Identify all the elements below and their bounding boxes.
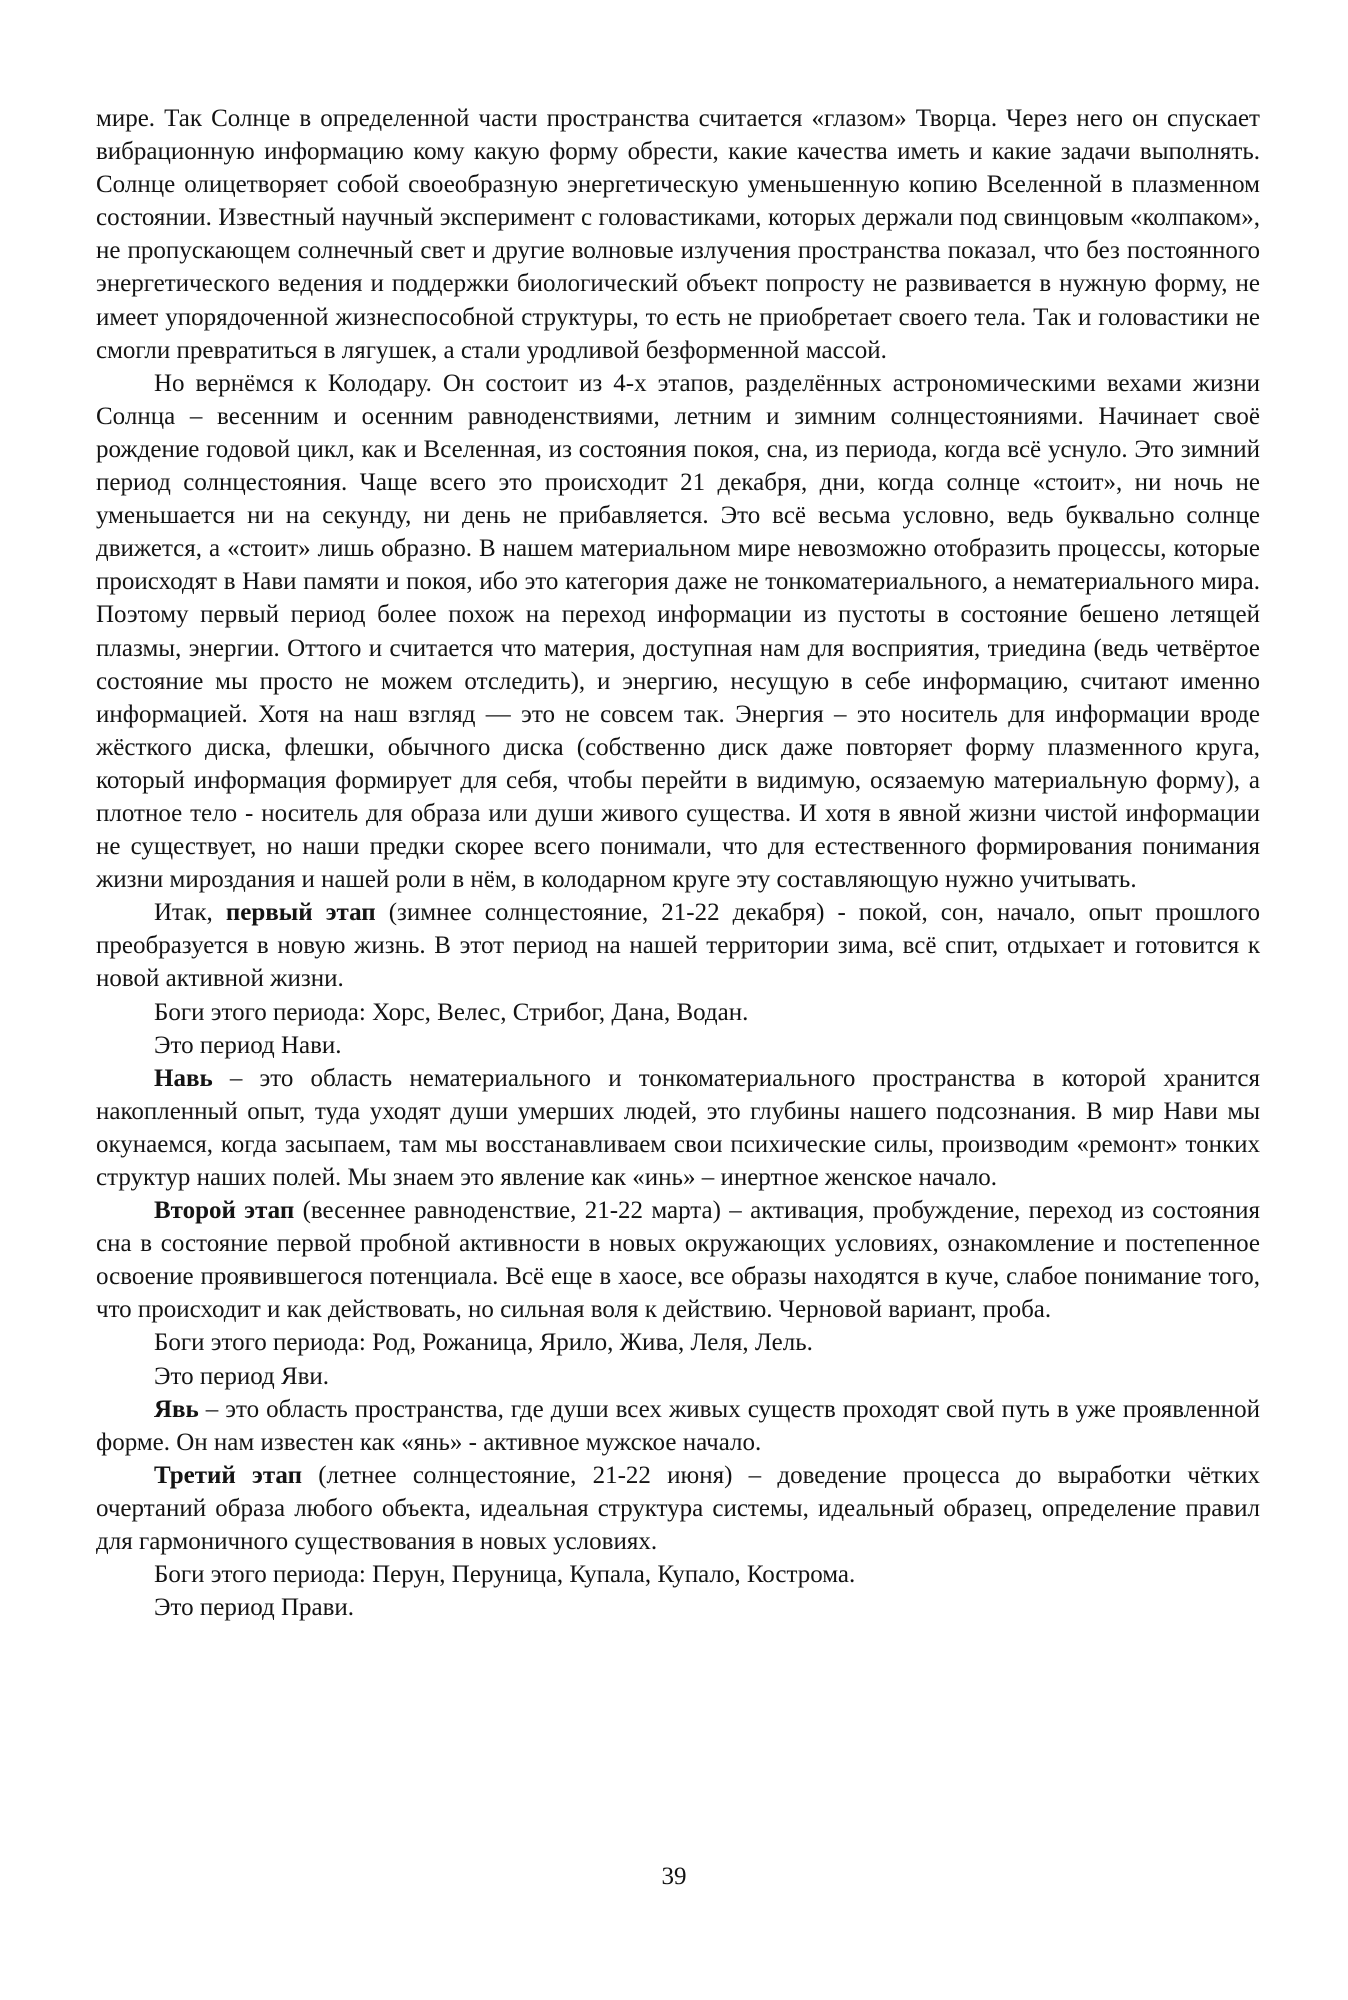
paragraph-11: [96, 1459, 1260, 1558]
paragraph-text: Это период Яви.: [154, 1362, 330, 1390]
paragraph-9: [96, 1360, 1260, 1393]
paragraph-text: Боги этого периода: Хорс, Велес, Стрибог, Дана, Водан.: [154, 998, 749, 1026]
paragraph-text: Боги этого периода: Перун, Перуница, Купала, Купало, Кострома.: [154, 1561, 856, 1589]
paragraph-text: – это область нематериального и тонкоматериального пространства в которой хранится накопленный опыт, туда уходят души умерших людей, это глубины нашего подсознания. В мир Нави мы окунаемся, когда засыпаем, там мы восстанавливаем свои психические силы, производим «ремонт» тонких структур наших полей. Мы знаем это явление как «инь» – инертное женское начало.: [96, 1064, 1260, 1191]
paragraph-4: [96, 996, 1260, 1029]
paragraph-6: [96, 1062, 1260, 1194]
paragraph-5: [96, 1029, 1260, 1062]
paragraph-text: (весеннее равноденствие, 21-22 марта) – активация, пробуждение, переход из состояния сна в состояние первой пробной активности в новых окружающих условиях, ознакомление и постепенное освоение проявившегося потенциала. Всё еще в хаосе, все образы находятся в куче, слабое понимание того, что происходит и как действовать, но сильная воля к действию. Черновой вариант, проба.: [96, 1197, 1260, 1324]
paragraph-13: [96, 1591, 1260, 1624]
paragraph-10: [96, 1393, 1260, 1459]
paragraph-3: [96, 896, 1260, 995]
paragraph-text: Это период Нави.: [154, 1031, 342, 1059]
paragraph-1: [96, 102, 1260, 367]
paragraph-text: (летнее солнцестояние, 21-22 июня) – доведение процесса до выработки чётких очертаний образа любого объекта, идеальная структура системы, идеальный образец, определение правил для гармоничного существования в новых условиях.: [96, 1461, 1260, 1556]
paragraph-text: (зимнее солнцестояние, 21-22 декабря) - покой, сон, начало, опыт прошлого преобразуется в новую жизнь. В этот период на нашей территории зима, всё спит, отдыхает и готовится к новой активной жизни.: [96, 899, 1261, 993]
paragraph-bold-term: Явь: [154, 1395, 199, 1423]
paragraph-bold-term: первый этап: [225, 899, 376, 927]
paragraph-2: [96, 367, 1260, 897]
body-text: [96, 102, 1260, 1624]
paragraph-bold-term: Третий этап: [154, 1461, 302, 1489]
paragraph-bold-term: Второй этап: [154, 1197, 295, 1225]
paragraph-12: [96, 1558, 1260, 1591]
paragraph-7: [96, 1194, 1260, 1326]
paragraph-text: – это область пространства, где души всех живых существ проходят свой путь в уже проявленной форме. Он нам известен как «янь» - активное мужское начало.: [96, 1395, 1260, 1456]
paragraph-text: Это период Прави.: [154, 1594, 355, 1622]
paragraph-text: мире. Так Солнце в определенной части пространства считается «глазом» Творца. Через него он спускает вибрационную информацию кому какую форму обрести, какие качества иметь и какие задачи выполнять. Солнце олицетворяет собой своеобразную энергетическую уменьшенную копию Вселенной в плазменном состоянии. Известный научный эксперимент с головастиками, которых держали под свинцовым «колпаком», не пропускающем солнечный свет и другие волновые излучения пространства показал, что без постоянного энергетического ведения и поддержки биологический объект попросту не развивается в нужную форму, не имеет упорядоченной жизнеспособной структуры, то есть не приобретает своего тела. Так и головастики не смогли превратиться в лягушек, а стали уродливой безформенной массой.: [96, 105, 1260, 364]
paragraph-bold-term: Навь: [154, 1064, 213, 1092]
paragraph-text: Боги этого периода: Род, Рожаница, Ярило, Жива, Леля, Лель.: [154, 1329, 813, 1357]
paragraph-text: Но вернёмся к Колодару. Он состоит из 4-х этапов, разделённых астрономическими вехами жизни Солнца – весенним и осенним равноденствиями, летним и зимним солнцестояниями. Начинает своё рождение годовой цикл, как и Вселенная, из состояния покоя, сна, из периода, когда всё уснуло. Это зимний период солнцестояния. Чаще всего это происходит 21 декабря, дни, когда солнце «стоит», ни ночь не уменьшается ни на секунду, ни день не прибавляется. Это всё весьма условно, ведь буквально солнце движется, а «стоит» лишь образно. В нашем материальном мире невозможно отобразить процессы, которые происходят в Нави памяти и покоя, ибо это категория даже не тонкоматериального, а нематериального мира. Поэтому первый период более похож на переход информации из пустоты в состояние бешено летящей плазмы, энергии. Оттого и считается что материя, доступная нам для восприятия, триедина (ведь четвёртое состояние мы просто не можем отследить), и энергию, несущую в себе информацию, считают именно информацией. Хотя на наш взгляд — это не совсем так. Энергия – это носитель для информации вроде жёсткого диска, флешки, обычного диска (собственно диск даже повторяет форму плазменного круга, который информация формирует для себя, чтобы перейти в видимую, осязаемую материальную форму), а плотное тело - носитель для образа или души живого существа. И хотя в явной жизни чистой информации не существует, но наши предки скорее всего понимали, что для естественного формирования понимания жизни мироздания и нашей роли в нём, в колодарном круге эту составляющую нужно учитывать.: [96, 369, 1260, 894]
paragraph-lead: Итак,: [154, 899, 226, 927]
page-number: 39: [661, 1863, 687, 1890]
paragraph-8: [96, 1326, 1260, 1359]
